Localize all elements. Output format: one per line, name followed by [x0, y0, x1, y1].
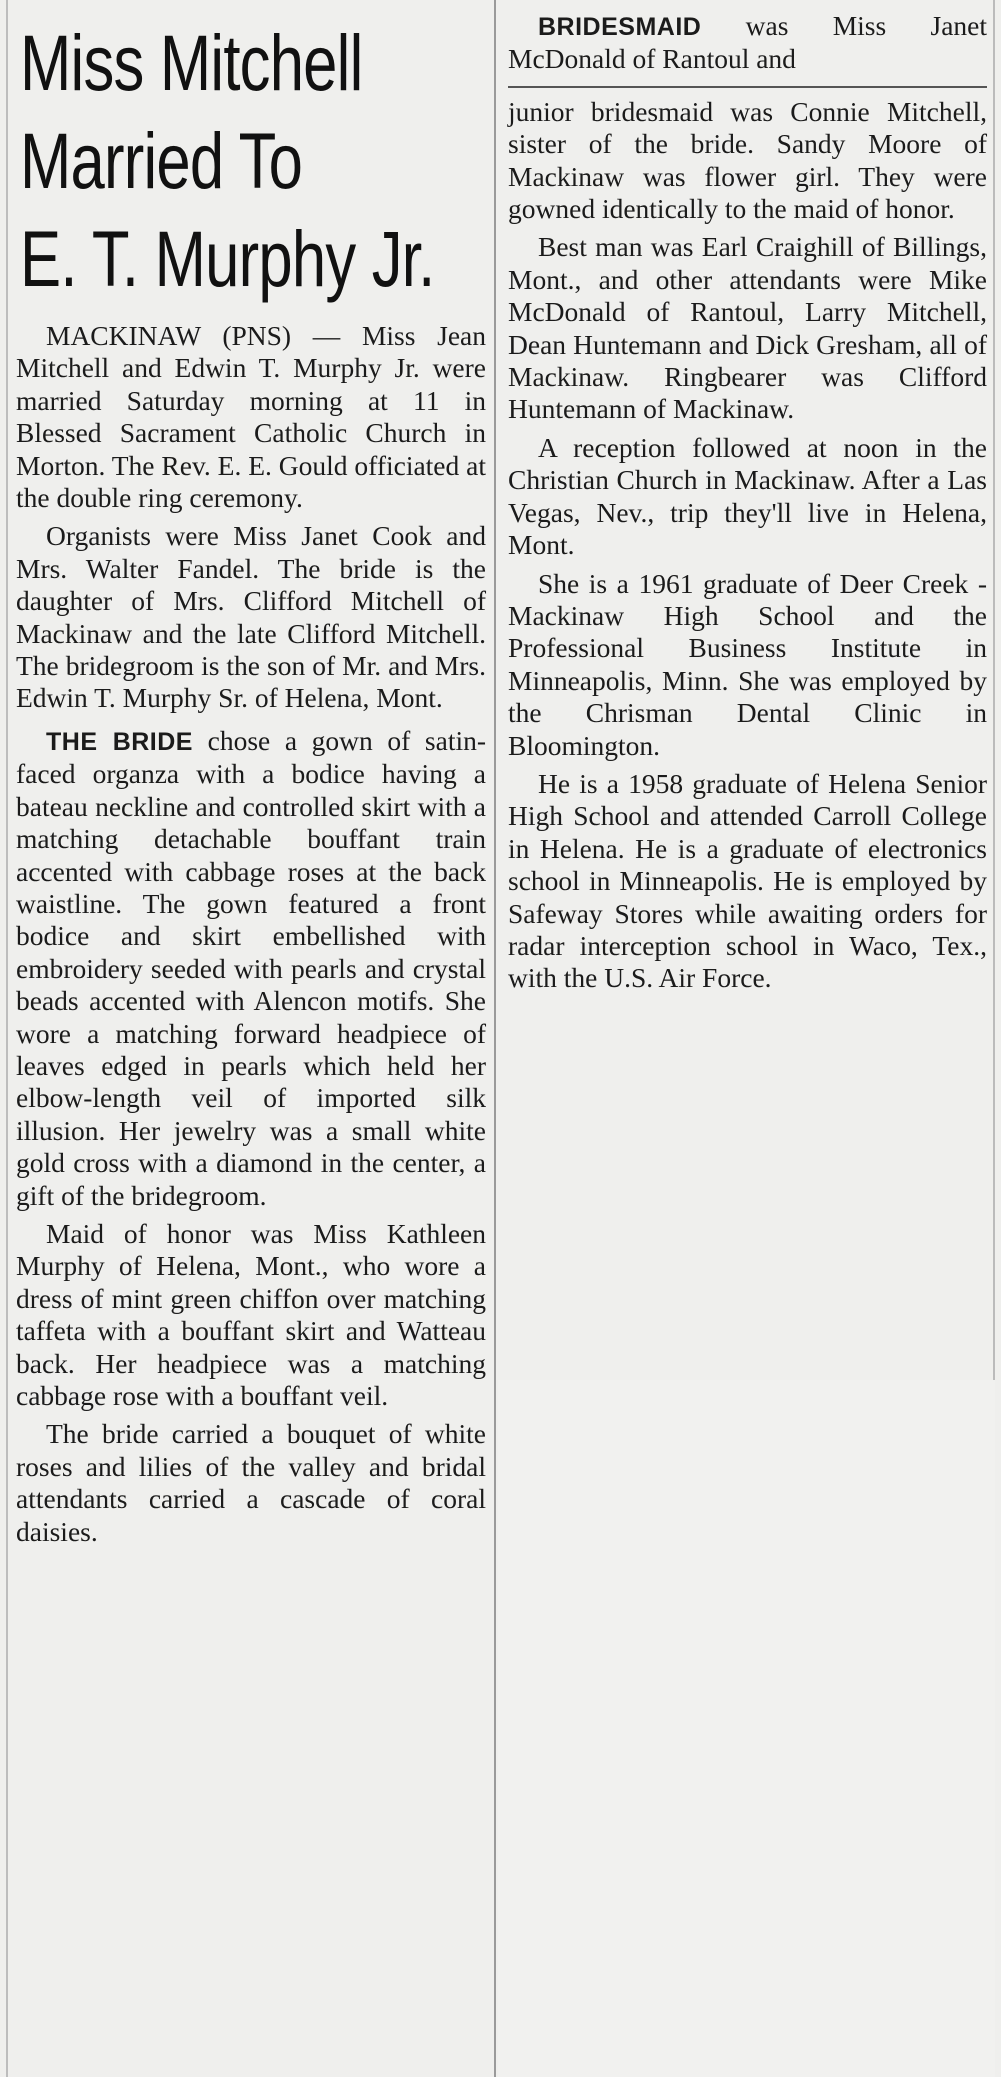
paragraph-dateline: MACKINAW (PNS) — Miss Jean Mitchell and Edwin T. Murphy Jr. were married Saturday morning at 11 in Blessed Sacrament Catholic Church in Morton. The Rev. E. E. Gould officiated at the double ring ceremony. [16, 320, 486, 514]
headline [20, 14, 496, 308]
paragraph-junior-bridesmaid: junior bridesmaid was Connie Mitchell, sister of the bride. Sandy Moore of Mackinaw was flower girl. They were gowned identically to the maid of honor. [508, 95, 987, 225]
paragraph-best-man: Best man was Earl Craighill of Billings, Mont., and other attendants were Mike McDonald of Rantoul, Larry Mitchell, Dean Huntemann and Dick Gresham, all of Mackinaw. Ringbearer was Clifford Huntemann of Mackinaw. [508, 231, 987, 425]
headline-line-1: Miss Mitchell [20, 18, 363, 107]
column-divider-rule [508, 86, 987, 88]
right-column [498, 0, 995, 1380]
paragraph-bouquet: The bride carried a bouquet of white roses and lilies of the valley and bridal attendants carried a cascade of coral daisies. [16, 1418, 486, 1547]
headline-line-2: Married To [20, 116, 303, 205]
blank-area [498, 1380, 995, 2077]
subhead-bridesmaid: BRIDESMAID [538, 13, 702, 41]
paragraph-the-bride [16, 725, 486, 1212]
paragraph-bridesmaid-text: was Miss Janet McDonald of Rantoul and [508, 10, 987, 75]
paragraph-organists: Organists were Miss Janet Cook and Mrs. Walter Fandel. The bride is the daughter of Mrs. Clifford Mitchell of Mackinaw and the late Clifford Mitchell. The bridegroom is the son of Mr. and Mrs. Edwin T. Murphy Sr. of Helena, Mont. [16, 520, 486, 714]
headline-line-3: E. T. Murphy Jr. [20, 214, 435, 303]
paragraph-bridesmaid [508, 10, 987, 76]
paragraph-reception: A reception followed at noon in the Christian Church in Mackinaw. After a Las Vegas, Nev., trip they'll live in Helena, Mont. [508, 431, 987, 561]
paragraph-maid-of-honor: Maid of honor was Miss Kathleen Murphy of Helena, Mont., who wore a dress of mint green chiffon over matching taffeta with a bouffant skirt and Watteau back. Her headpiece was a matching cabbage rose with a bouffant veil. [16, 1217, 486, 1411]
paragraph-the-bride-text: chose a gown of satin-faced organza with a bodice having a bateau neckline and controlled skirt with a matching detachable bouffant train accented with cabbage roses at the back waistline. The gown featured a front bodice and skirt embellished with embroidery seeded with pearls and crystal beads accented with Alencon motifs. She wore a matching forward headpiece of leaves edged in pearls which held her elbow-length veil of imported silk illusion. Her jewelry was a small white gold cross with a diamond in the center, a gift of the bridegroom. [16, 724, 487, 1211]
paragraph-groom-education: He is a 1958 graduate of Helena Senior High School and attended Carroll College in Helena. He is a graduate of electronics school in Minneapolis. He is employed by Safeway Stores while awaiting orders for radar interception school in Waco, Tex., with the U.S. Air Force. [508, 767, 987, 994]
paragraph-bride-education: She is a 1961 graduate of Deer Creek - Mackinaw High School and the Professional Business Institute in Minneapolis, Minn. She was employed by the Chrisman Dental Clinic in Bloomington. [508, 567, 987, 761]
left-column [6, 0, 496, 2077]
subhead-the-bride: THE BRIDE [46, 727, 193, 756]
